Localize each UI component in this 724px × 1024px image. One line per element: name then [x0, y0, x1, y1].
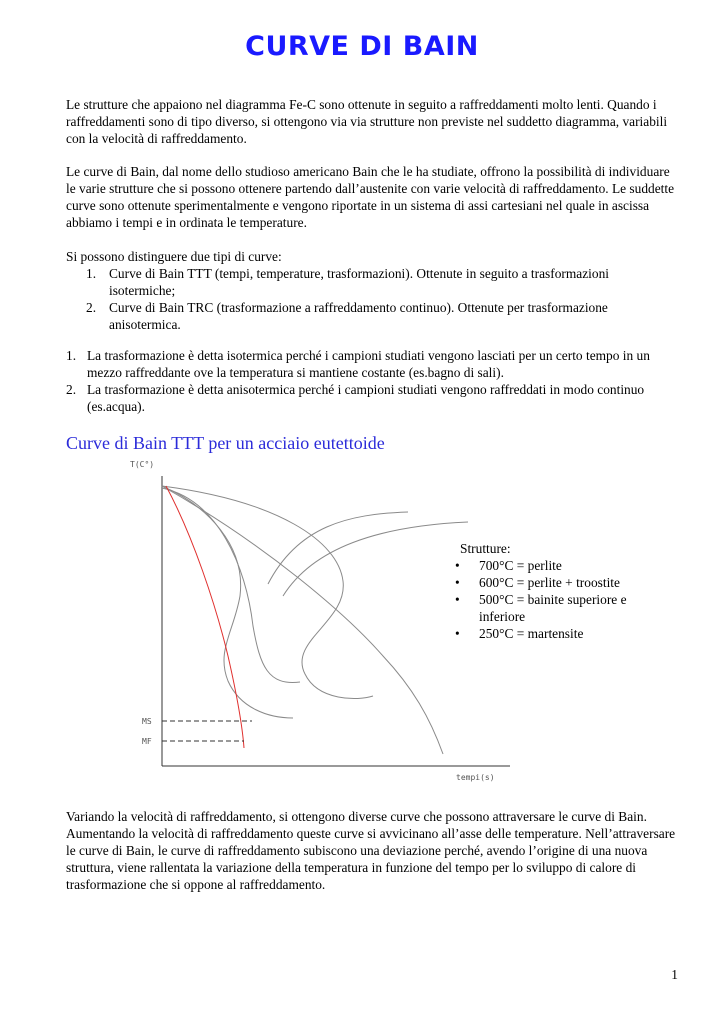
legend-item-text: 600°C = perlite + troostite: [479, 575, 620, 590]
bullet-icon: •: [455, 592, 460, 607]
legend-item: [452, 625, 672, 642]
upper-curve-a: [162, 488, 300, 683]
mf-label: MF: [142, 737, 152, 746]
list-text: Curve di Bain TRC (trasformazione a raffreddamento continuo). Ottenute per trasformazione anisotermica.: [109, 300, 608, 332]
list-text: La trasformazione è detta isotermica perché i campioni studiati vengono lasciati per un certo tempo in un mezzo raffreddante ove la temperatura si mantiene costante (es.bagno di sali).: [87, 348, 650, 380]
transformation-notes-list: [66, 347, 676, 415]
legend-item: [452, 557, 672, 574]
page-number: 1: [671, 967, 678, 982]
closing-paragraph: Variando la velocità di raffreddamento, si ottengono diverse curve che possono attraversare le curve di Bain. Aumentando la velocità di raffreddamento queste curve si avvicinano all’asse delle temperature. Nell’attraversare le curve di Bain, le curve di raffreddamento subiscono una deviazione perché, avendo l’origine di una nuova struttura, viene rallentata la variazione della temperatura in funzione del tempo per lo sviluppo di calore di trasformazione che si oppone al raffreddamento.: [66, 809, 676, 892]
list-number: 1.: [86, 266, 97, 281]
types-intro: Si possono distinguere due tipi di curve:: [66, 249, 282, 264]
curve-types-list: [66, 265, 676, 333]
list-item: [66, 347, 676, 381]
y-axis-label: T(C°): [130, 460, 155, 469]
legend-item-text: 700°C = perlite: [479, 558, 562, 573]
list-item: [66, 265, 676, 299]
legend-item-text: 250°C = martensite: [479, 626, 584, 641]
list-number: 2.: [86, 300, 97, 315]
intro-paragraph: Le strutture che appaiono nel diagramma Fe-C sono ottenute in seguito a raffreddamenti molto lenti. Quando i raffreddamenti sono di tipo diverso, si ottengono via via strutture non previste nel suddetto diagramma, variabili con la velocità di raffreddamento.: [66, 97, 668, 146]
legend-list: [452, 557, 672, 642]
bullet-icon: •: [455, 575, 460, 590]
legend-item: [452, 591, 672, 625]
transformation-start-curve: [162, 486, 293, 718]
legend-item: [452, 574, 672, 591]
ms-label: MS: [142, 717, 152, 726]
legend-item-text: 500°C = bainite superiore e inferiore: [479, 592, 627, 624]
structures-legend: [452, 540, 672, 642]
upper-curve-b: [268, 512, 408, 584]
list-number: 1.: [66, 348, 77, 363]
legend-title: Strutture:: [460, 541, 511, 556]
section-heading: Curve di Bain TTT per un acciaio eutettoide: [66, 433, 385, 453]
bullet-icon: •: [455, 626, 460, 641]
list-item: [66, 299, 676, 333]
cooling-curve-long: [162, 486, 443, 754]
x-axis-label: tempi(s): [456, 773, 495, 782]
bain-paragraph: Le curve di Bain, dal nome dello studioso americano Bain che le ha studiate, offrono la possibilità di individuare le varie strutture che si possono ottenere partendo dall’austenite con varie velocità di raffreddamento. Le suddette curve sono ottenute sperimentalmente e vengono riportate in un sistema di assi cartesiani nel quale in ascissa abbiamo i tempi e in ordinata le temperature.: [66, 164, 675, 230]
list-item: [66, 381, 676, 415]
page-title: CURVE DI BAIN: [245, 31, 479, 62]
critical-cooling-curve: [166, 486, 244, 748]
bullet-icon: •: [455, 558, 460, 573]
list-text: Curve di Bain TTT (tempi, temperature, trasformazioni). Ottenute in seguito a trasformazioni isotermiche;: [109, 266, 610, 298]
list-number: 2.: [66, 382, 77, 397]
transformation-end-curve: [162, 486, 373, 699]
upper-curve-c: [283, 522, 468, 596]
list-text: La trasformazione è detta anisotermica perché i campioni studiati vengono raffreddati in modo continuo (es.acqua).: [87, 382, 645, 414]
